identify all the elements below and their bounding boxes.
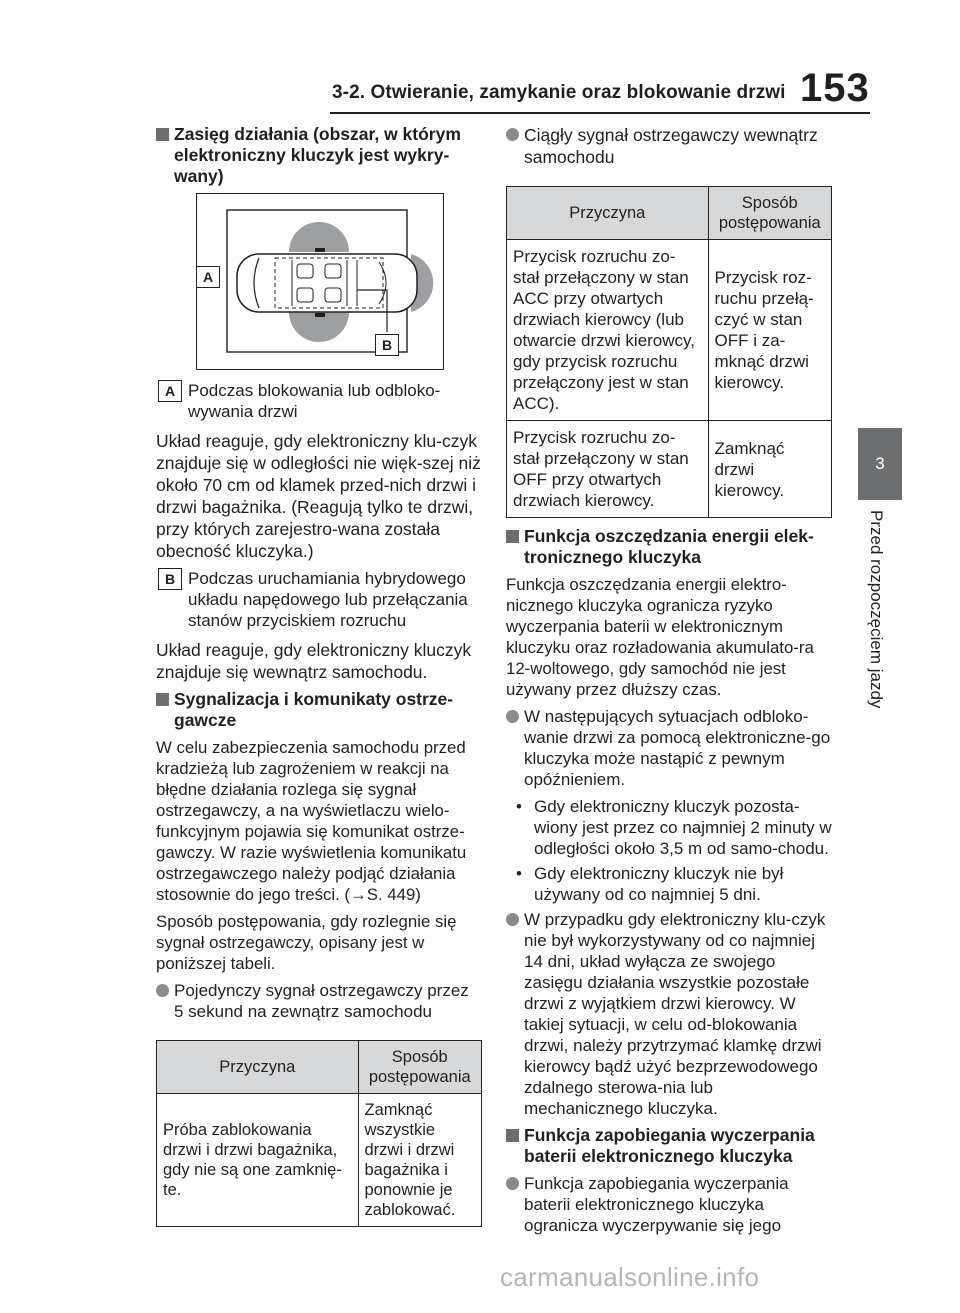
range-diagram	[196, 193, 444, 370]
bullet-single-buzzer: Pojedynczy sygnał ostrzegawczy przez 5 sekund na zewnątrz samochodu	[156, 980, 482, 1022]
diagram-label-b: B	[375, 334, 399, 356]
car-range-figure	[197, 194, 443, 369]
table-header-action: Sposób postępowania	[358, 1041, 482, 1094]
table-header-action: Sposób postępowania	[708, 187, 832, 240]
label-a-item: A Podczas blokowania lub odbloko-wywania drzwi	[156, 380, 482, 422]
table-row	[507, 240, 832, 421]
heading-battery-saving: Funkcja zapobiegania wyczerpania baterii elektronicznego kluczyka	[506, 1125, 832, 1167]
para-warning-info: W celu zabezpieczenia samochodu przed kradzieżą lub zagrożeniem w reakcji na błędne działania rozlega się sygnał ostrzegawczy, a na wyświetlaczu wielo-funkcyjnym pojawia się komunikat ostrze-gawczy. W razie wyświetlenia komunikatu ostrzegawczego należy podjąć działania stosownie do jego treści. (→S. 449)	[156, 738, 467, 904]
table-cell-cause: Przycisk rozruchu zo-stał przełączony w stan ACC przy otwartych drzwiach kierowcy (lub otwarcie drzwi kierowcy, gdy przycisk rozruchu przełączony jest w stan ACC).	[507, 240, 709, 421]
para-warning-table-intro: Sposób postępowania, gdy rozlegnie się sygnał ostrzegawczy, opisany jest w poniższej tabeli.	[156, 912, 457, 973]
para-energy-saving: Funkcja oszczędzania energii elektro-nicznego kluczyka ogranicza ryzyko wyczerpania baterii w elektronicznym kluczyku oraz rozładowania akumulato-ra 12-woltowego, gdy samochód nie jest używany przez dłuższy czas.	[506, 575, 814, 699]
table-cell-cause: Próba zablokowania drzwi i drzwi bagażnika, gdy nie są one zamknię-te.	[157, 1094, 359, 1227]
label-a-badge: A	[158, 380, 182, 402]
heading-range: Zasięg działania (obszar, w którym elektroniczny kluczyk jest wykry-wany)	[156, 124, 482, 187]
table-exterior-warning	[156, 1040, 482, 1227]
circle-bullet-icon	[506, 913, 519, 926]
dot-marker: •	[516, 864, 522, 883]
table-cell-action: Zamknąć wszystkie drzwi i drzwi bagażnika i ponownie je zablokować.	[358, 1094, 482, 1227]
chapter-title	[866, 510, 896, 760]
label-b-item: B Podczas uruchamiania hybrydowego układu napędowego lub przełączania stanów przyciskiem rozruchu	[156, 568, 482, 631]
square-bullet-icon	[506, 1129, 519, 1142]
table-row	[507, 421, 832, 518]
dot-marker: •	[516, 797, 522, 816]
heading-energy-saving: Funkcja oszczędzania energii elek-tronicznego kluczyka	[506, 526, 832, 568]
table-header-cause: Przyczyna	[507, 187, 709, 240]
square-bullet-icon	[156, 693, 169, 706]
bullet-continuous-buzzer: Ciągły sygnał ostrzegawczy wewnątrz samochodu	[506, 124, 832, 168]
bullet-unlock-delay: W następujących sytuacjach odbloko-wanie drzwi za pomocą elektroniczne-go kluczyka może nastąpić z pewnym opóźnieniem.	[506, 706, 832, 790]
table-header-cause: Przyczyna	[157, 1041, 359, 1094]
watermark: carmanualsonline.info	[500, 1262, 760, 1292]
table-cell-action: Zamknąć drzwi kierowcy.	[708, 421, 832, 518]
bullet-battery-saving: Funkcja zapobiegania wyczerpania baterii elektronicznego kluczyka ogranicza wyczerpywanie się jego	[506, 1173, 832, 1236]
bullet-14days: W przypadku gdy elektroniczny klu-czyk nie był wykorzystywany od co najmniej 14 dni, układ wyłącza ze swojego zasięgu działania wszystkie pozostałe drzwi z wyjątkiem drzwi kierowcy. W takiej sytuacji, w celu od-blokowania drzwi, należy przytrzymać klamkę drzwi kierowcy bądź użyć bezprzewodowego zdalnego sterowa-nia lub mechanicznego kluczyka.	[506, 909, 832, 1119]
section-title: 3-2. Otwieranie, zamykanie oraz blokowanie drzwi	[332, 82, 786, 103]
right-column	[506, 124, 832, 1242]
sub-item-2min: • Gdy elektroniczny kluczyk pozosta-wiony jest przez co najmniej 2 minuty w odległości około 3,5 m od samo-chodu.	[516, 797, 832, 858]
para-interior-range: Układ reaguje, gdy elektroniczny kluczyk znajduje się wewnątrz samochodu.	[156, 640, 472, 682]
square-bullet-icon	[156, 128, 169, 141]
chapter-number: 3	[875, 454, 885, 473]
circle-bullet-icon	[506, 1177, 519, 1190]
circle-bullet-icon	[506, 128, 519, 141]
square-bullet-icon	[506, 530, 519, 543]
car-body	[237, 254, 417, 312]
left-column	[156, 124, 482, 1235]
page-number: 153	[800, 66, 870, 110]
zone-front-door-left	[289, 222, 349, 252]
chapter-tab[interactable]	[858, 428, 902, 500]
table-row	[157, 1094, 482, 1227]
chapter-title-text: Przed rozpoczęciem jazdy	[867, 510, 886, 709]
table-cell-action: Przycisk roz-ruchu przełą-czyć w stan OFF i za-mknąć drzwi kierowcy.	[708, 240, 832, 421]
header-rule	[330, 112, 870, 114]
circle-bullet-icon	[506, 710, 519, 723]
circle-bullet-icon	[156, 984, 169, 997]
label-b-badge: B	[158, 568, 182, 590]
heading-warnings: Sygnalizacja i komunikaty ostrze-gawcze	[156, 689, 482, 731]
table-cell-cause: Przycisk rozruchu zo-stał przełączony w stan OFF przy otwartych drzwiach kierowcy.	[507, 421, 709, 518]
diagram-label-a: A	[196, 266, 220, 288]
para-door-range: Układ reaguje, gdy elektroniczny klu-czyk znajduje się w odległości nie więk-szej niż około 70 cm od klamek przed-nich drzwi i drzwi bagażnika. (Reagują tylko te drzwi, przy których zarejestro-wana została obecność kluczyka.)	[156, 431, 481, 561]
table-interior-warning	[506, 186, 832, 518]
sub-item-5days: • Gdy elektroniczny kluczyk nie był używany od co najmniej 5 dni.	[516, 864, 784, 904]
